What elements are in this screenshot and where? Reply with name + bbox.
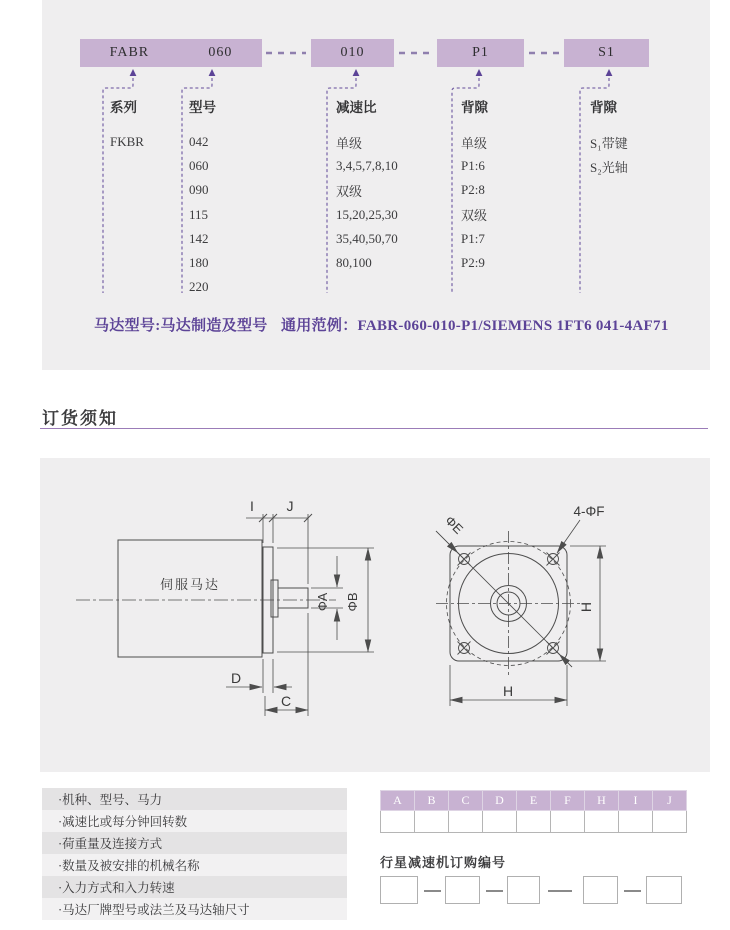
code-box-series-size: [80, 39, 262, 67]
dim-label-c: C: [280, 693, 292, 709]
code-box-ratio: [311, 39, 394, 67]
dim-cell: [483, 811, 517, 833]
dimension-table: [380, 790, 687, 833]
column-item: 35,40,50,70: [336, 230, 398, 246]
dimension-table-header-row: [381, 791, 687, 811]
order-notice-list: [42, 788, 347, 920]
dim-label-phi-e: ΦE: [442, 512, 467, 537]
list-item: ·荷重量及连接方式: [42, 832, 347, 854]
column-item: S₂光轴: [590, 159, 628, 175]
code-shaft: S1: [598, 45, 615, 60]
column-item: P1:6: [461, 158, 485, 174]
order-code-dash: [548, 890, 572, 892]
column-item: 单级: [336, 135, 363, 151]
column-item: 双级: [461, 208, 488, 224]
column-item: 042: [189, 134, 209, 150]
motor-label: 伺服马达: [159, 577, 221, 592]
order-code-box: [380, 876, 418, 904]
dim-col-header: J: [653, 791, 687, 811]
column-item: 单级: [461, 135, 488, 151]
column-item: 3,4,5,7,8,10: [336, 158, 398, 174]
order-code-box: [583, 876, 618, 904]
dim-cell: [449, 811, 483, 833]
dim-cell: [585, 811, 619, 833]
column-item: 090: [189, 182, 209, 198]
column-item: 80,100: [336, 255, 372, 271]
dim-col-header: E: [517, 791, 551, 811]
column-header: 型号: [189, 100, 216, 115]
spec-column-ratio: [336, 100, 451, 275]
column-item: FKBR: [110, 134, 144, 150]
column-item: 双级: [336, 183, 363, 199]
order-code-dash: [486, 890, 503, 892]
column-header: 减速比: [336, 100, 377, 115]
dim-col-header: F: [551, 791, 585, 811]
order-code-box: [445, 876, 480, 904]
column-item: 15,20,25,30: [336, 206, 398, 222]
dim-label-phi-a: ΦA: [316, 592, 330, 612]
dim-label-phi-b: ΦB: [345, 592, 360, 612]
list-item: ·减速比或每分钟回转数: [42, 810, 347, 832]
dim-col-header: I: [619, 791, 653, 811]
order-code-title: 行星减速机订购编号: [380, 855, 507, 870]
column-header: 背隙: [590, 100, 617, 115]
code-size: 060: [208, 45, 233, 60]
dim-cell: [551, 811, 585, 833]
drawing-panel: [40, 458, 710, 772]
column-item: 220: [189, 279, 209, 295]
dim-col-header: B: [415, 791, 449, 811]
dim-cell: [653, 811, 687, 833]
dim-col-header: H: [585, 791, 619, 811]
section-title: 订货须知: [42, 409, 118, 428]
spec-column-backlash: [461, 100, 541, 275]
order-code-box: [646, 876, 682, 904]
list-item: ·数量及被安排的机械名称: [42, 854, 347, 876]
section-divider: [40, 428, 708, 429]
dim-cell: [517, 811, 551, 833]
code-box-shaft: [564, 39, 649, 67]
spec-column-model: [189, 100, 259, 299]
dim-cell: [381, 811, 415, 833]
spec-column-shaft: [590, 100, 680, 178]
column-item: P2:8: [461, 182, 485, 198]
dimension-table-value-row: [381, 811, 687, 833]
column-header: 系列: [110, 100, 137, 115]
column-item: 142: [189, 230, 209, 246]
dim-label-i: I: [250, 498, 254, 514]
order-code-box: [507, 876, 540, 904]
spec-column-series: [110, 100, 180, 154]
dim-col-header: D: [483, 791, 517, 811]
column-item: 180: [189, 255, 209, 271]
code-ratio: 010: [340, 45, 365, 60]
dim-label-h-side: H: [578, 601, 594, 613]
code-series: FABR: [109, 45, 150, 60]
dim-col-header: C: [449, 791, 483, 811]
order-code-dash: [624, 890, 641, 892]
dim-label-h-bottom: H: [502, 683, 514, 699]
dim-col-header: A: [381, 791, 415, 811]
dim-label-j: J: [286, 498, 294, 514]
column-item: 060: [189, 158, 209, 174]
column-item: 115: [189, 206, 209, 222]
dim-cell: [415, 811, 449, 833]
list-item: ·机种、型号、马力: [42, 788, 347, 810]
dim-label-bolt-holes: 4-ΦF: [573, 504, 605, 519]
list-item: ·马达厂牌型号或法兰及马达轴尺寸: [42, 898, 347, 920]
column-item: S₁带键: [590, 135, 628, 151]
dim-cell: [619, 811, 653, 833]
code-box-backlash: [437, 39, 524, 67]
motor-model-note: 马达型号:马达制造及型号: [94, 318, 268, 334]
column-item: P2:9: [461, 255, 485, 271]
dim-label-d: D: [230, 670, 242, 686]
code-backlash: P1: [472, 45, 489, 60]
list-item: ·入力方式和入力转速: [42, 876, 347, 898]
order-code-dash: [424, 890, 441, 892]
example-note: 通用范例：FABR-060-010-P1/SIEMENS 1FT6 041-4AF71: [281, 318, 669, 334]
column-header: 背隙: [461, 100, 488, 115]
column-item: P1:7: [461, 230, 485, 246]
